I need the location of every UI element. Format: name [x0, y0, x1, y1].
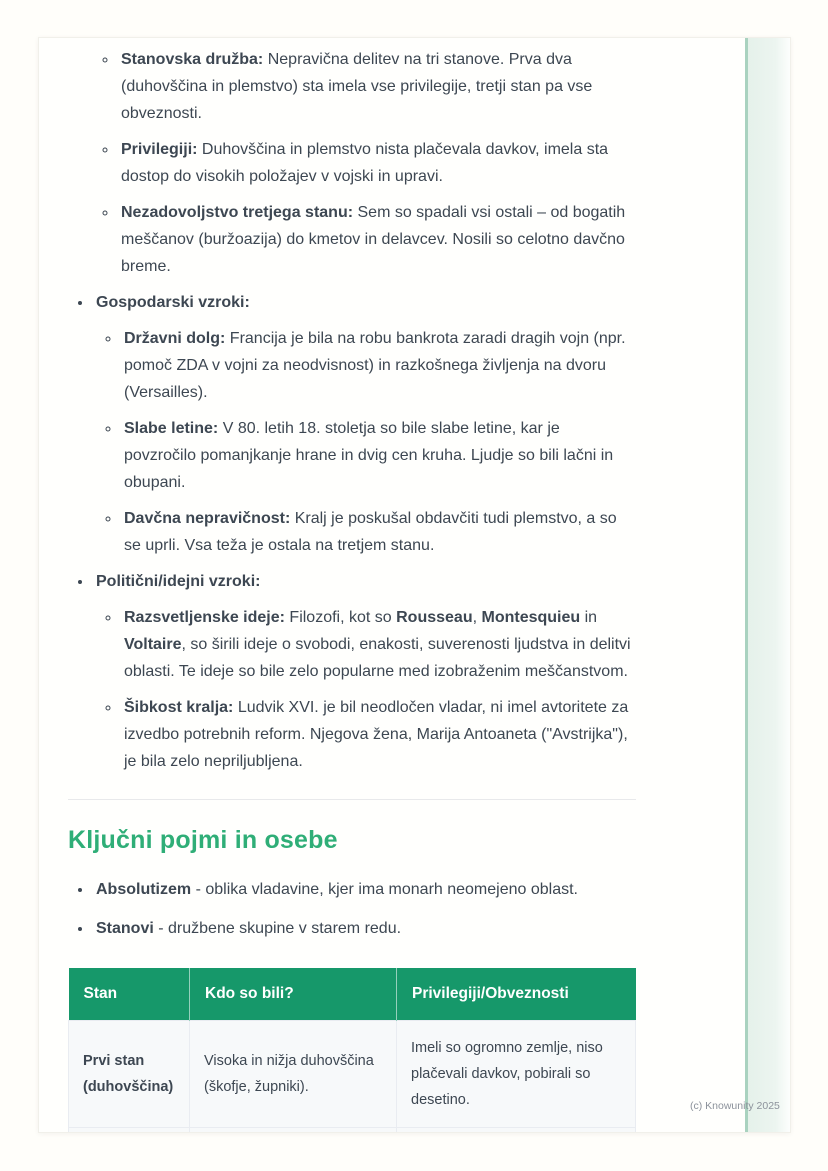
- page-accent-strip: [745, 38, 790, 1132]
- table-row: [69, 1128, 636, 1134]
- text-run: - družbene skupine v starem redu.: [153, 920, 402, 937]
- bold-text: Absolutizem: [96, 881, 192, 898]
- bold-text: Gospodarski vzroki:: [96, 294, 250, 311]
- list-item: [93, 876, 636, 903]
- text-run: Kralj je poskušal obdavčiti tudi plemstvo, a so se uprli. Vsa teža je ostala na tretjem stanu.: [124, 510, 617, 554]
- table-header-cell: Stan: [69, 968, 190, 1021]
- estates-table-body: [69, 1021, 636, 1134]
- watermark: (c) Knowunity 2025: [690, 1100, 780, 1112]
- text-run: , so širili ideje o svobodi, enakosti, suverenosti ljudstva in delitvi oblasti. Te ideje so bile zelo popularne med izobraženim meščanstvom.: [124, 636, 631, 680]
- bold-text: Šibkost kralja:: [124, 699, 234, 716]
- text-run: in: [580, 609, 598, 626]
- table-header-cell: Kdo so bili?: [190, 968, 397, 1021]
- bold-text: Privilegiji:: [121, 141, 198, 158]
- list-item: [118, 199, 636, 280]
- list-item: [121, 325, 636, 406]
- list-item: [121, 604, 636, 685]
- text-run: Filozofi, kot so: [284, 609, 397, 626]
- page-content: [68, 46, 636, 1133]
- bold-text: Montesquieu: [481, 609, 581, 626]
- nested-sublist: [96, 604, 636, 775]
- table-cell: [69, 1128, 190, 1134]
- bold-text: Slabe letine:: [124, 420, 219, 437]
- table-cell: [397, 1128, 636, 1134]
- causes-list: [68, 289, 636, 775]
- text-run: Ludvik XVI. je bil neodločen vladar, ni imel avtoritete za izvedbo potrebnih reform. Njegova žena, Marija Antoaneta ("Avstrijka"), je bila zelo nepriljubljena.: [124, 699, 629, 770]
- list-item: [121, 505, 636, 559]
- bold-text: Razsvetljenske ideje:: [124, 609, 285, 626]
- bold-text: Stanovska družba:: [121, 51, 264, 68]
- section-heading: Ključni pojmi in osebe: [68, 826, 338, 854]
- table-header-row: [69, 968, 636, 1021]
- text-run: Sem so spadali vsi ostali – od bogatih meščanov (buržoazija) do kmetov in delavcev. Nosili so celotno davčno breme.: [121, 204, 626, 275]
- list-item: [118, 46, 636, 127]
- bold-text: Rousseau: [396, 609, 473, 626]
- bold-text: Državni dolg:: [124, 330, 226, 347]
- list-item: [93, 915, 636, 942]
- list-item: [93, 289, 636, 559]
- bold-text: Voltaire: [124, 636, 182, 653]
- list-item: [93, 568, 636, 775]
- text-run: - oblika vladavine, kjer ima monarh neomejeno oblast.: [191, 881, 578, 898]
- text-run: ,: [472, 609, 482, 626]
- bold-text: Davčna nepravičnost:: [124, 510, 291, 527]
- estates-table: [68, 968, 636, 1133]
- table-cell: Prvi stan (duhovščina): [69, 1021, 190, 1128]
- estates-table-head: [69, 968, 636, 1021]
- table-cell: Visoka in nižja duhovščina (škofje, župniki).: [190, 1021, 397, 1128]
- list-item: [118, 136, 636, 190]
- table-row: [69, 1021, 636, 1128]
- table-header-cell: Privilegiji/Obveznosti: [397, 968, 636, 1021]
- bold-text: Politični/idejni vzroki:: [96, 573, 261, 590]
- nested-sublist: [96, 325, 636, 559]
- key-terms-list: [68, 876, 636, 942]
- bold-text: Stanovi: [96, 920, 154, 937]
- text-run: Francija je bila na robu bankrota zaradi dragih vojn (npr. pomoč ZDA v vojni za neodvisnost) in razkošnega življenja na dvoru (Versailles).: [124, 330, 626, 401]
- list-item: [121, 694, 636, 775]
- text-run: Nepravična delitev na tri stanove. Prva dva (duhovščina in plemstvo) sta imela vse privilegije, tretji stan pa vse obveznosti.: [121, 51, 593, 122]
- text-run: Duhovščina in plemstvo nista plačevala davkov, imela sta dostop do visokih položajev v vojski in upravi.: [121, 141, 609, 185]
- list-item: [121, 415, 636, 496]
- section-divider: [68, 799, 636, 800]
- table-cell: Imeli so ogromno zemlje, niso plačevali davkov, pobirali so desetino.: [397, 1021, 636, 1128]
- social-causes-sublist: [68, 46, 636, 280]
- document-page: [38, 37, 791, 1133]
- text-run: V 80. letih 18. stoletja so bile slabe letine, kar je povzročilo pomanjkanje hrane in dvig cen kruha. Ljudje so bili lačni in obupani.: [124, 420, 614, 491]
- bold-text: Nezadovoljstvo tretjega stanu:: [121, 204, 354, 221]
- table-cell: [190, 1128, 397, 1134]
